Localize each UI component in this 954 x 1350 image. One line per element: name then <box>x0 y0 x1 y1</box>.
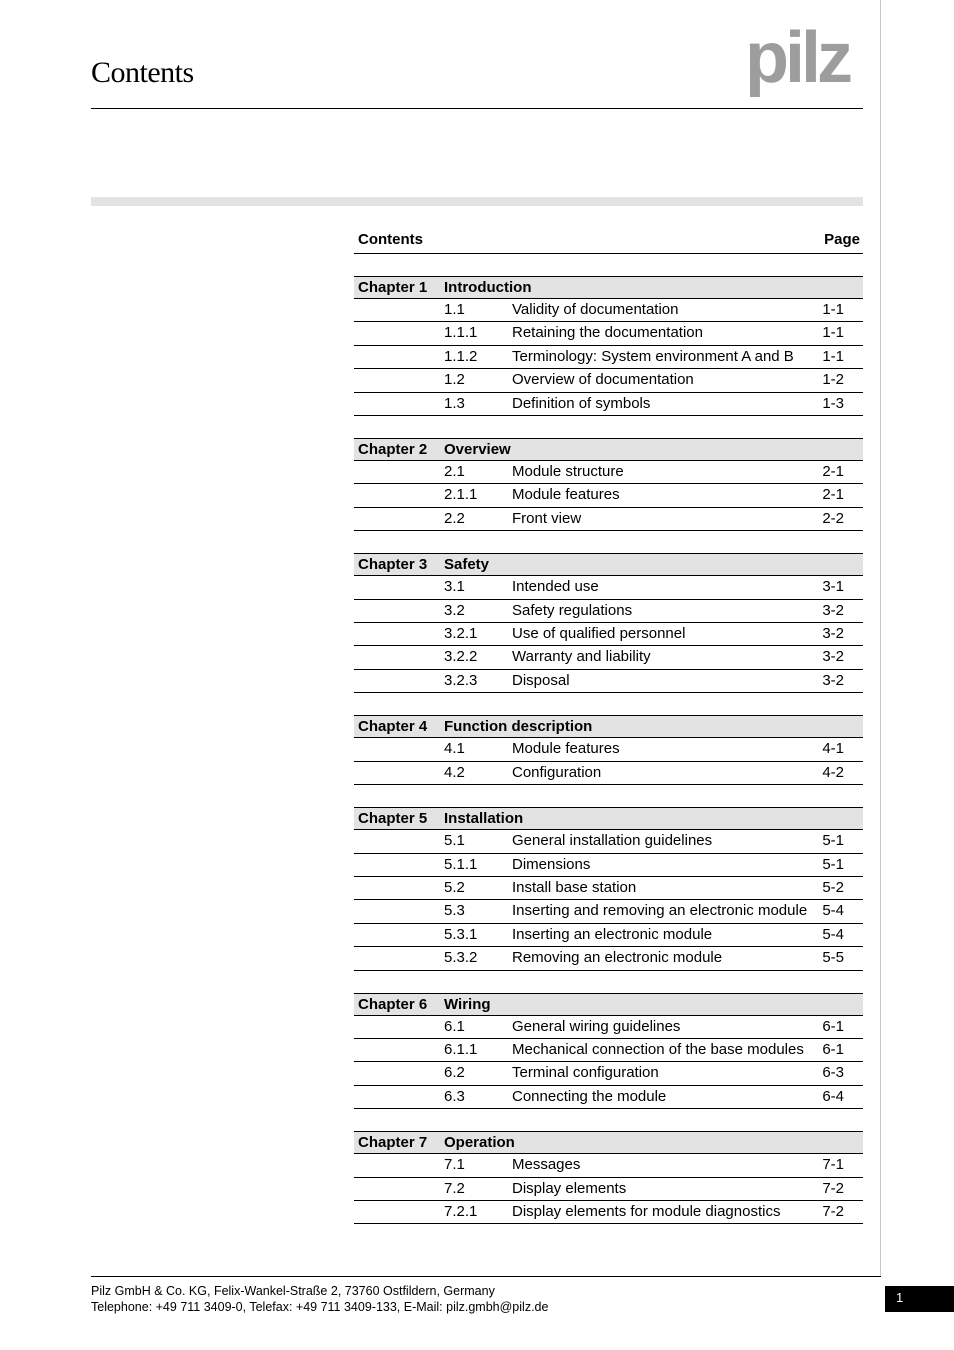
entry-title: General wiring guidelines <box>512 1017 681 1035</box>
entry-number: 3.2 <box>444 601 465 619</box>
chapter-title: Safety <box>444 556 490 574</box>
entry-number: 5.3 <box>444 902 465 920</box>
entry-title: Messages <box>512 1156 581 1174</box>
toc-entry[interactable] <box>354 369 863 392</box>
pilz-logo: pilz <box>745 18 849 98</box>
entry-title: Connecting the module <box>512 1087 667 1105</box>
chapter-title: Installation <box>444 810 524 828</box>
toc-entry[interactable] <box>354 1062 863 1085</box>
toc-entry[interactable] <box>354 600 863 623</box>
entry-page: 6-1 <box>822 1017 844 1035</box>
entry-title: Terminal configuration <box>512 1064 659 1082</box>
entry-title: Safety regulations <box>512 601 633 619</box>
entry-page: 5-1 <box>822 855 844 873</box>
entry-title: Inserting an electronic module <box>512 925 713 943</box>
entry-page: 6-1 <box>822 1040 844 1058</box>
entry-title: Overview of documentation <box>512 371 694 389</box>
entry-number: 1.1 <box>444 301 465 318</box>
entry-page: 4-2 <box>822 763 844 781</box>
entry-title: Disposal <box>512 671 570 689</box>
toc-chapter <box>354 438 863 531</box>
toc-chapter <box>354 807 863 970</box>
chapter-number: Chapter 3 <box>358 556 428 574</box>
entry-page: 6-4 <box>822 1087 844 1105</box>
entry-title: Mechanical connection of the base modules <box>512 1040 804 1058</box>
chapter-title: Function description <box>444 718 593 736</box>
entry-title: Use of qualified personnel <box>512 625 686 643</box>
toc-entry[interactable] <box>354 322 863 345</box>
toc-entry[interactable] <box>354 1178 863 1201</box>
toc-entry[interactable] <box>354 854 863 877</box>
entry-number: 6.3 <box>444 1087 465 1105</box>
entry-page: 5-4 <box>822 902 844 920</box>
entry-title: Front view <box>512 509 582 527</box>
section-band <box>91 197 863 206</box>
toc-chapter <box>354 1131 863 1224</box>
chapter-number: Chapter 4 <box>358 718 428 736</box>
page-number: 1 <box>885 1286 954 1312</box>
entry-number: 3.2.3 <box>444 671 478 689</box>
entry-number: 7.2.1 <box>444 1202 478 1220</box>
entry-page: 4-1 <box>822 740 844 758</box>
entry-page: 1-1 <box>822 347 844 365</box>
page-title: Contents <box>91 56 194 89</box>
entry-page: 7-2 <box>822 1179 844 1197</box>
footer-line-2: Telephone: +49 711 3409-0, Telefax: +49 711 3409-133, E-Mail: pilz.gmbh@pilz.de <box>91 1300 549 1314</box>
entry-number: 2.1 <box>444 463 465 481</box>
entry-page: 3-2 <box>822 625 844 643</box>
toc-chapter <box>354 715 863 785</box>
toc-entry[interactable] <box>354 461 863 484</box>
entry-number: 5.3.1 <box>444 925 478 943</box>
entry-page: 5-4 <box>822 925 844 943</box>
entry-number: 3.1 <box>444 578 465 596</box>
chapter-number: Chapter 5 <box>358 810 428 828</box>
entry-title: General installation guidelines <box>512 832 713 850</box>
toc-entry[interactable] <box>354 762 863 785</box>
chapter-title: Introduction <box>444 279 532 296</box>
chapter-title: Overview <box>444 441 511 459</box>
entry-number: 7.2 <box>444 1179 465 1197</box>
entry-page: 6-3 <box>822 1064 844 1082</box>
margin-rule <box>880 0 881 1277</box>
toc-chapter <box>354 276 863 416</box>
toc-entry[interactable] <box>354 299 863 322</box>
toc-entry[interactable] <box>354 1154 863 1177</box>
toc-entry[interactable] <box>354 576 863 599</box>
table-of-contents <box>354 226 863 1224</box>
toc-entry[interactable] <box>354 1016 863 1039</box>
entry-number: 6.2 <box>444 1064 465 1082</box>
entry-page: 1-1 <box>822 324 844 342</box>
entry-page: 3-2 <box>822 601 844 619</box>
toc-entry[interactable] <box>354 346 863 369</box>
toc-entry[interactable] <box>354 947 863 970</box>
entry-title: Display elements <box>512 1179 627 1197</box>
entry-number: 5.1 <box>444 832 465 850</box>
toc-entry[interactable] <box>354 1086 863 1109</box>
toc-contents-heading: Contents <box>358 231 423 248</box>
toc-entry[interactable] <box>354 393 863 416</box>
entry-title: Dimensions <box>512 855 591 873</box>
entry-page: 3-2 <box>822 671 844 689</box>
toc-entry[interactable] <box>354 924 863 947</box>
entry-title: Module features <box>512 740 620 758</box>
entry-title: Validity of documentation <box>512 301 679 318</box>
entry-page: 2-1 <box>822 486 844 504</box>
entry-title: Terminology: System environment A and B <box>512 347 794 365</box>
entry-page: 1-1 <box>822 301 844 318</box>
entry-page: 5-5 <box>822 949 844 967</box>
entry-title: Intended use <box>512 578 599 596</box>
chapter-heading-row[interactable] <box>354 276 863 299</box>
toc-entry[interactable] <box>354 623 863 646</box>
chapter-number: Chapter 6 <box>358 995 428 1013</box>
entry-title: Install base station <box>512 878 637 896</box>
toc-chapter <box>354 993 863 1110</box>
entry-number: 2.2 <box>444 509 465 527</box>
chapter-title: Wiring <box>444 995 491 1013</box>
entry-number: 5.1.1 <box>444 855 478 873</box>
toc-chapter <box>354 553 863 693</box>
entry-title: Definition of symbols <box>512 394 651 412</box>
entry-number: 3.2.2 <box>444 648 478 666</box>
entry-title: Module structure <box>512 463 624 481</box>
entry-page: 7-2 <box>822 1202 844 1220</box>
entry-page: 3-2 <box>822 648 844 666</box>
toc-entry[interactable] <box>354 900 863 923</box>
toc-entry[interactable] <box>354 877 863 900</box>
entry-page: 5-1 <box>822 832 844 850</box>
entry-page: 2-1 <box>822 463 844 481</box>
toc-entry[interactable] <box>354 508 863 531</box>
chapter-number: Chapter 2 <box>358 441 428 459</box>
entry-page: 7-1 <box>822 1156 844 1174</box>
chapter-heading-row[interactable] <box>354 1131 863 1154</box>
entry-number: 1.1.2 <box>444 347 478 365</box>
toc-entry[interactable] <box>354 484 863 507</box>
entry-page: 1-3 <box>822 394 844 412</box>
chapter-title: Operation <box>444 1134 515 1152</box>
chapter-number: Chapter 1 <box>358 279 428 296</box>
toc-entry[interactable] <box>354 670 863 693</box>
entry-title: Retaining the documentation <box>512 324 703 342</box>
entry-number: 1.2 <box>444 371 465 389</box>
toc-entry[interactable] <box>354 646 863 669</box>
chapter-heading-row[interactable] <box>354 993 863 1016</box>
footer-address <box>91 1283 548 1315</box>
footer-divider <box>91 1276 881 1277</box>
toc-page-heading: Page <box>824 231 860 248</box>
entry-title: Removing an electronic module <box>512 949 723 967</box>
entry-number: 2.1.1 <box>444 486 478 504</box>
toc-entry[interactable] <box>354 1039 863 1062</box>
toc-body <box>354 276 863 1224</box>
toc-entry[interactable] <box>354 1201 863 1224</box>
entry-page: 1-2 <box>822 371 844 389</box>
chapter-heading-row[interactable] <box>354 807 863 830</box>
header-divider <box>91 108 863 109</box>
entry-title: Module features <box>512 486 620 504</box>
toc-entry[interactable] <box>354 738 863 761</box>
toc-header <box>354 226 863 254</box>
entry-number: 4.1 <box>444 740 465 758</box>
toc-entry[interactable] <box>354 830 863 853</box>
chapter-heading-row[interactable] <box>354 438 863 461</box>
entry-number: 5.2 <box>444 878 465 896</box>
entry-title: Inserting and removing an electronic module <box>512 902 808 920</box>
entry-number: 1.1.1 <box>444 324 478 342</box>
entry-page: 2-2 <box>822 509 844 527</box>
entry-title: Warranty and liability <box>512 648 651 666</box>
entry-number: 6.1.1 <box>444 1040 478 1058</box>
entry-title: Display elements for module diagnostics <box>512 1202 781 1220</box>
chapter-heading-row[interactable] <box>354 715 863 738</box>
entry-page: 3-1 <box>822 578 844 596</box>
entry-number: 4.2 <box>444 763 465 781</box>
entry-number: 1.3 <box>444 394 465 412</box>
entry-title: Configuration <box>512 763 602 781</box>
entry-number: 7.1 <box>444 1156 465 1174</box>
entry-page: 5-2 <box>822 878 844 896</box>
entry-number: 5.3.2 <box>444 949 478 967</box>
footer-line-1: Pilz GmbH & Co. KG, Felix-Wankel-Straße 2, 73760 Ostfildern, Germany <box>91 1284 495 1298</box>
chapter-heading-row[interactable] <box>354 553 863 576</box>
chapter-number: Chapter 7 <box>358 1134 428 1152</box>
entry-number: 3.2.1 <box>444 625 478 643</box>
entry-number: 6.1 <box>444 1017 465 1035</box>
